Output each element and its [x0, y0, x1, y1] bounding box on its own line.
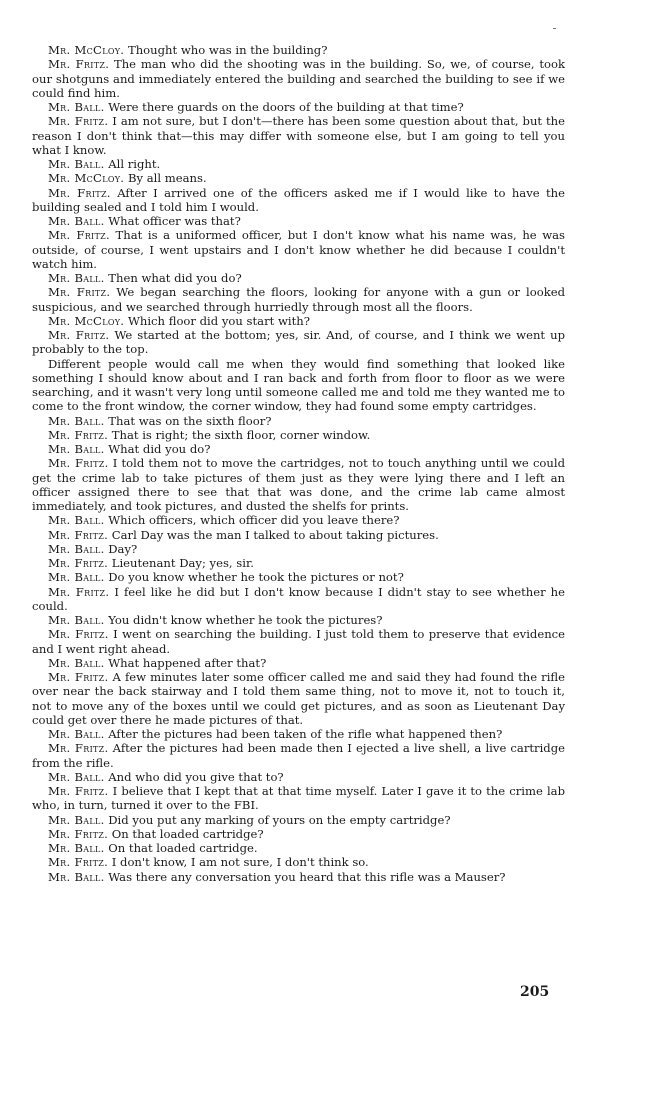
- testimony-paragraph: [32, 827, 565, 841]
- speech-text: Was there any conversation you heard that this rifle was a Mauser?: [108, 869, 506, 884]
- speaker-name: Mr. Ball.: [48, 100, 105, 114]
- speaker-name: Mr. McCloy.: [48, 313, 125, 328]
- speaker-name: Mr. Fritz.: [48, 114, 109, 129]
- speaker-name: Mr. Fritz.: [48, 627, 109, 642]
- speech-text: I feel like he did but I don't know because I didn't stay to see whether he could.: [32, 584, 565, 613]
- speaker-name: Mr. Ball.: [48, 869, 105, 884]
- testimony-paragraph: [32, 214, 565, 228]
- speaker-name: Mr. Ball.: [48, 613, 105, 627]
- speaker-name: Mr. Fritz.: [48, 784, 109, 798]
- speaker-name: Mr. Ball.: [48, 769, 105, 784]
- speaker-name: Mr. Ball.: [48, 727, 105, 741]
- speech-text: All right.: [108, 157, 161, 171]
- speech-text: What happened after that?: [108, 655, 267, 670]
- speech-text: That is right; the sixth floor, corner window.: [111, 427, 371, 442]
- speech-text: We started at the bottom; yes, sir. And, of course, and I think we went up probably to the top.: [32, 328, 565, 357]
- testimony-paragraph: [32, 870, 565, 884]
- speech-text: After I arrived one of the officers asked me if I would like to have the building sealed and I told him I would.: [32, 185, 566, 214]
- speech-text: That is a uniformed officer, but I don't know what his name was, he was outside, of course, I went upstairs and I don't know whether he did because I couldn't watch him.: [32, 228, 566, 271]
- testimony-paragraph: [32, 114, 565, 157]
- testimony-paragraph: [32, 271, 565, 285]
- speaker-name: Mr. Ball.: [48, 442, 105, 456]
- speech-text: I told them not to move the cartridges, not to touch anything until we could get the crime lab to take pictures of them just as they were lying there and I left an officer assigned there to see that that was done, and the crime lab came almost immediately, and took pictures, and dusted the shelfs for prints.: [32, 456, 566, 513]
- testimony-paragraph: [32, 513, 565, 527]
- speech-text: That was on the sixth floor?: [108, 413, 272, 428]
- speech-text: We began searching the floors, looking for anyone with a gun or looked suspicious, and we searched through hurriedly through most all the floors.: [32, 285, 565, 314]
- transcript-body: [32, 43, 565, 884]
- speech-text: Carl Day was the man I talked to about taking pictures.: [111, 527, 439, 542]
- testimony-paragraph: [32, 186, 565, 215]
- testimony-paragraph: [32, 570, 565, 584]
- speech-text: After the pictures had been made then I ejected a live shell, a live cartridge from the rifle.: [32, 741, 565, 770]
- speaker-name: Mr. Ball.: [48, 413, 105, 428]
- speech-text: What officer was that?: [108, 214, 241, 228]
- speaker-name: Mr. Ball.: [48, 214, 105, 228]
- speaker-name: Mr. Fritz.: [48, 527, 109, 542]
- speech-text: After the pictures had been taken of the rifle what happened then?: [108, 727, 503, 741]
- scan-mark: [553, 28, 556, 29]
- testimony-paragraph: [32, 314, 565, 328]
- testimony-paragraph: [32, 855, 565, 869]
- speaker-name: Mr. Fritz.: [48, 584, 110, 599]
- speaker-name: Mr. Ball.: [48, 655, 105, 670]
- testimony-paragraph: [32, 428, 565, 442]
- speaker-name: Mr. Fritz.: [48, 427, 109, 442]
- speaker-name: Mr. Ball.: [48, 541, 105, 556]
- speaker-name: Mr. Fritz.: [48, 855, 109, 870]
- testimony-paragraph: [32, 414, 565, 428]
- testimony-paragraph: [32, 528, 565, 542]
- speech-text: Day?: [108, 541, 138, 556]
- speaker-name: Mr. Fritz.: [48, 185, 111, 200]
- speaker-name: Mr. Ball.: [48, 157, 105, 171]
- speaker-name: Mr. Fritz.: [48, 57, 110, 72]
- speaker-name: Mr. Ball.: [48, 841, 105, 855]
- testimony-paragraph: [32, 157, 565, 171]
- testimony-paragraph: [32, 585, 565, 614]
- speaker-name: Mr. Fritz.: [48, 741, 109, 756]
- speech-text: I went on searching the building. I just told them to preserve that evidence and I went right ahead.: [32, 627, 566, 656]
- speech-text: A few minutes later some officer called me and said they had found the rifle over near the back stairway and I told them same thing, not to move it, not to touch it, not to move any of the boxes until we could get pictures, and as soon as Lieutenant Day could get over there he made pictures of that.: [32, 670, 565, 727]
- testimony-paragraph: [32, 670, 565, 727]
- speech-text: I believe that I kept that at that time myself. Later I gave it to the crime lab who, in turn, turned it over to the FBI.: [32, 784, 565, 813]
- page-number: 205: [520, 984, 550, 1000]
- speech-text: Different people would call me when they would find something that looked like something I should know about and I ran back and forth from floor to floor as we were searching, and it wasn't very long until someone called me and told me they wanted me to come to the front window, the corner window, they had found some empty cartridges.: [32, 356, 565, 414]
- speaker-name: Mr. Fritz.: [48, 826, 109, 841]
- testimony-paragraph: [32, 556, 565, 570]
- speaker-name: Mr. Fritz.: [48, 285, 111, 300]
- speech-text: On that loaded cartridge.: [108, 841, 258, 855]
- speaker-name: Mr. Ball.: [48, 570, 105, 585]
- testimony-paragraph: [32, 770, 565, 784]
- speech-text: You didn't know whether he took the pictures?: [108, 613, 383, 627]
- speech-text: Which officers, which officer did you leave there?: [108, 513, 400, 528]
- testimony-paragraph: [32, 43, 565, 57]
- testimony-paragraph: [32, 357, 565, 414]
- testimony-paragraph: [32, 57, 565, 100]
- speech-text: Were there guards on the doors of the building at that time?: [108, 100, 464, 114]
- speaker-name: Mr. Ball.: [48, 513, 105, 528]
- speech-text: Did you put any marking of yours on the empty cartridge?: [108, 812, 451, 827]
- testimony-paragraph: [32, 813, 565, 827]
- speech-text: Do you know whether he took the pictures or not?: [108, 570, 404, 585]
- speech-text: Thought who was in the building?: [127, 43, 328, 57]
- speaker-name: Mr. McCloy.: [48, 171, 125, 186]
- speech-text: On that loaded cartridge?: [111, 826, 264, 841]
- testimony-paragraph: [32, 100, 565, 114]
- speaker-name: Mr. Ball.: [48, 812, 105, 827]
- speech-text: And who did you give that to?: [108, 769, 284, 784]
- testimony-paragraph: [32, 656, 565, 670]
- testimony-paragraph: [32, 613, 565, 627]
- speaker-name: Mr. Fritz.: [48, 670, 109, 684]
- testimony-paragraph: [32, 841, 565, 855]
- speaker-name: Mr. Fritz.: [48, 228, 110, 243]
- speech-text: Then what did you do?: [108, 271, 242, 285]
- speaker-name: Mr. Fritz.: [48, 556, 109, 570]
- testimony-paragraph: [32, 442, 565, 456]
- testimony-paragraph: [32, 285, 565, 314]
- testimony-paragraph: [32, 542, 565, 556]
- speech-text: The man who did the shooting was in the building. So, we, of course, took our shotguns and immediately entered the building and searched the building to see if we could find him.: [32, 57, 565, 100]
- speaker-name: Mr. Fritz.: [48, 328, 110, 342]
- testimony-paragraph: [32, 741, 565, 770]
- speaker-name: Mr. McCloy.: [48, 43, 125, 57]
- testimony-paragraph: [32, 328, 565, 357]
- testimony-paragraph: [32, 784, 565, 813]
- testimony-paragraph: [32, 727, 565, 741]
- speech-text: Which floor did you start with?: [127, 313, 310, 328]
- testimony-paragraph: [32, 228, 565, 271]
- speech-text: I don't know, I am not sure, I don't think so.: [111, 855, 369, 870]
- testimony-paragraph: [32, 456, 565, 513]
- speech-text: By all means.: [127, 171, 207, 186]
- speech-text: What did you do?: [108, 442, 211, 456]
- speech-text: Lieutenant Day; yes, sir.: [111, 556, 254, 570]
- speaker-name: Mr. Fritz.: [48, 456, 109, 471]
- speech-text: I am not sure, but I don't—there has been some question about that, but the reason I don't think that—this may differ with someone else, but I am going to tell you what I know.: [32, 114, 566, 157]
- speaker-name: Mr. Ball.: [48, 271, 105, 285]
- testimony-paragraph: [32, 627, 565, 656]
- testimony-paragraph: [32, 171, 565, 185]
